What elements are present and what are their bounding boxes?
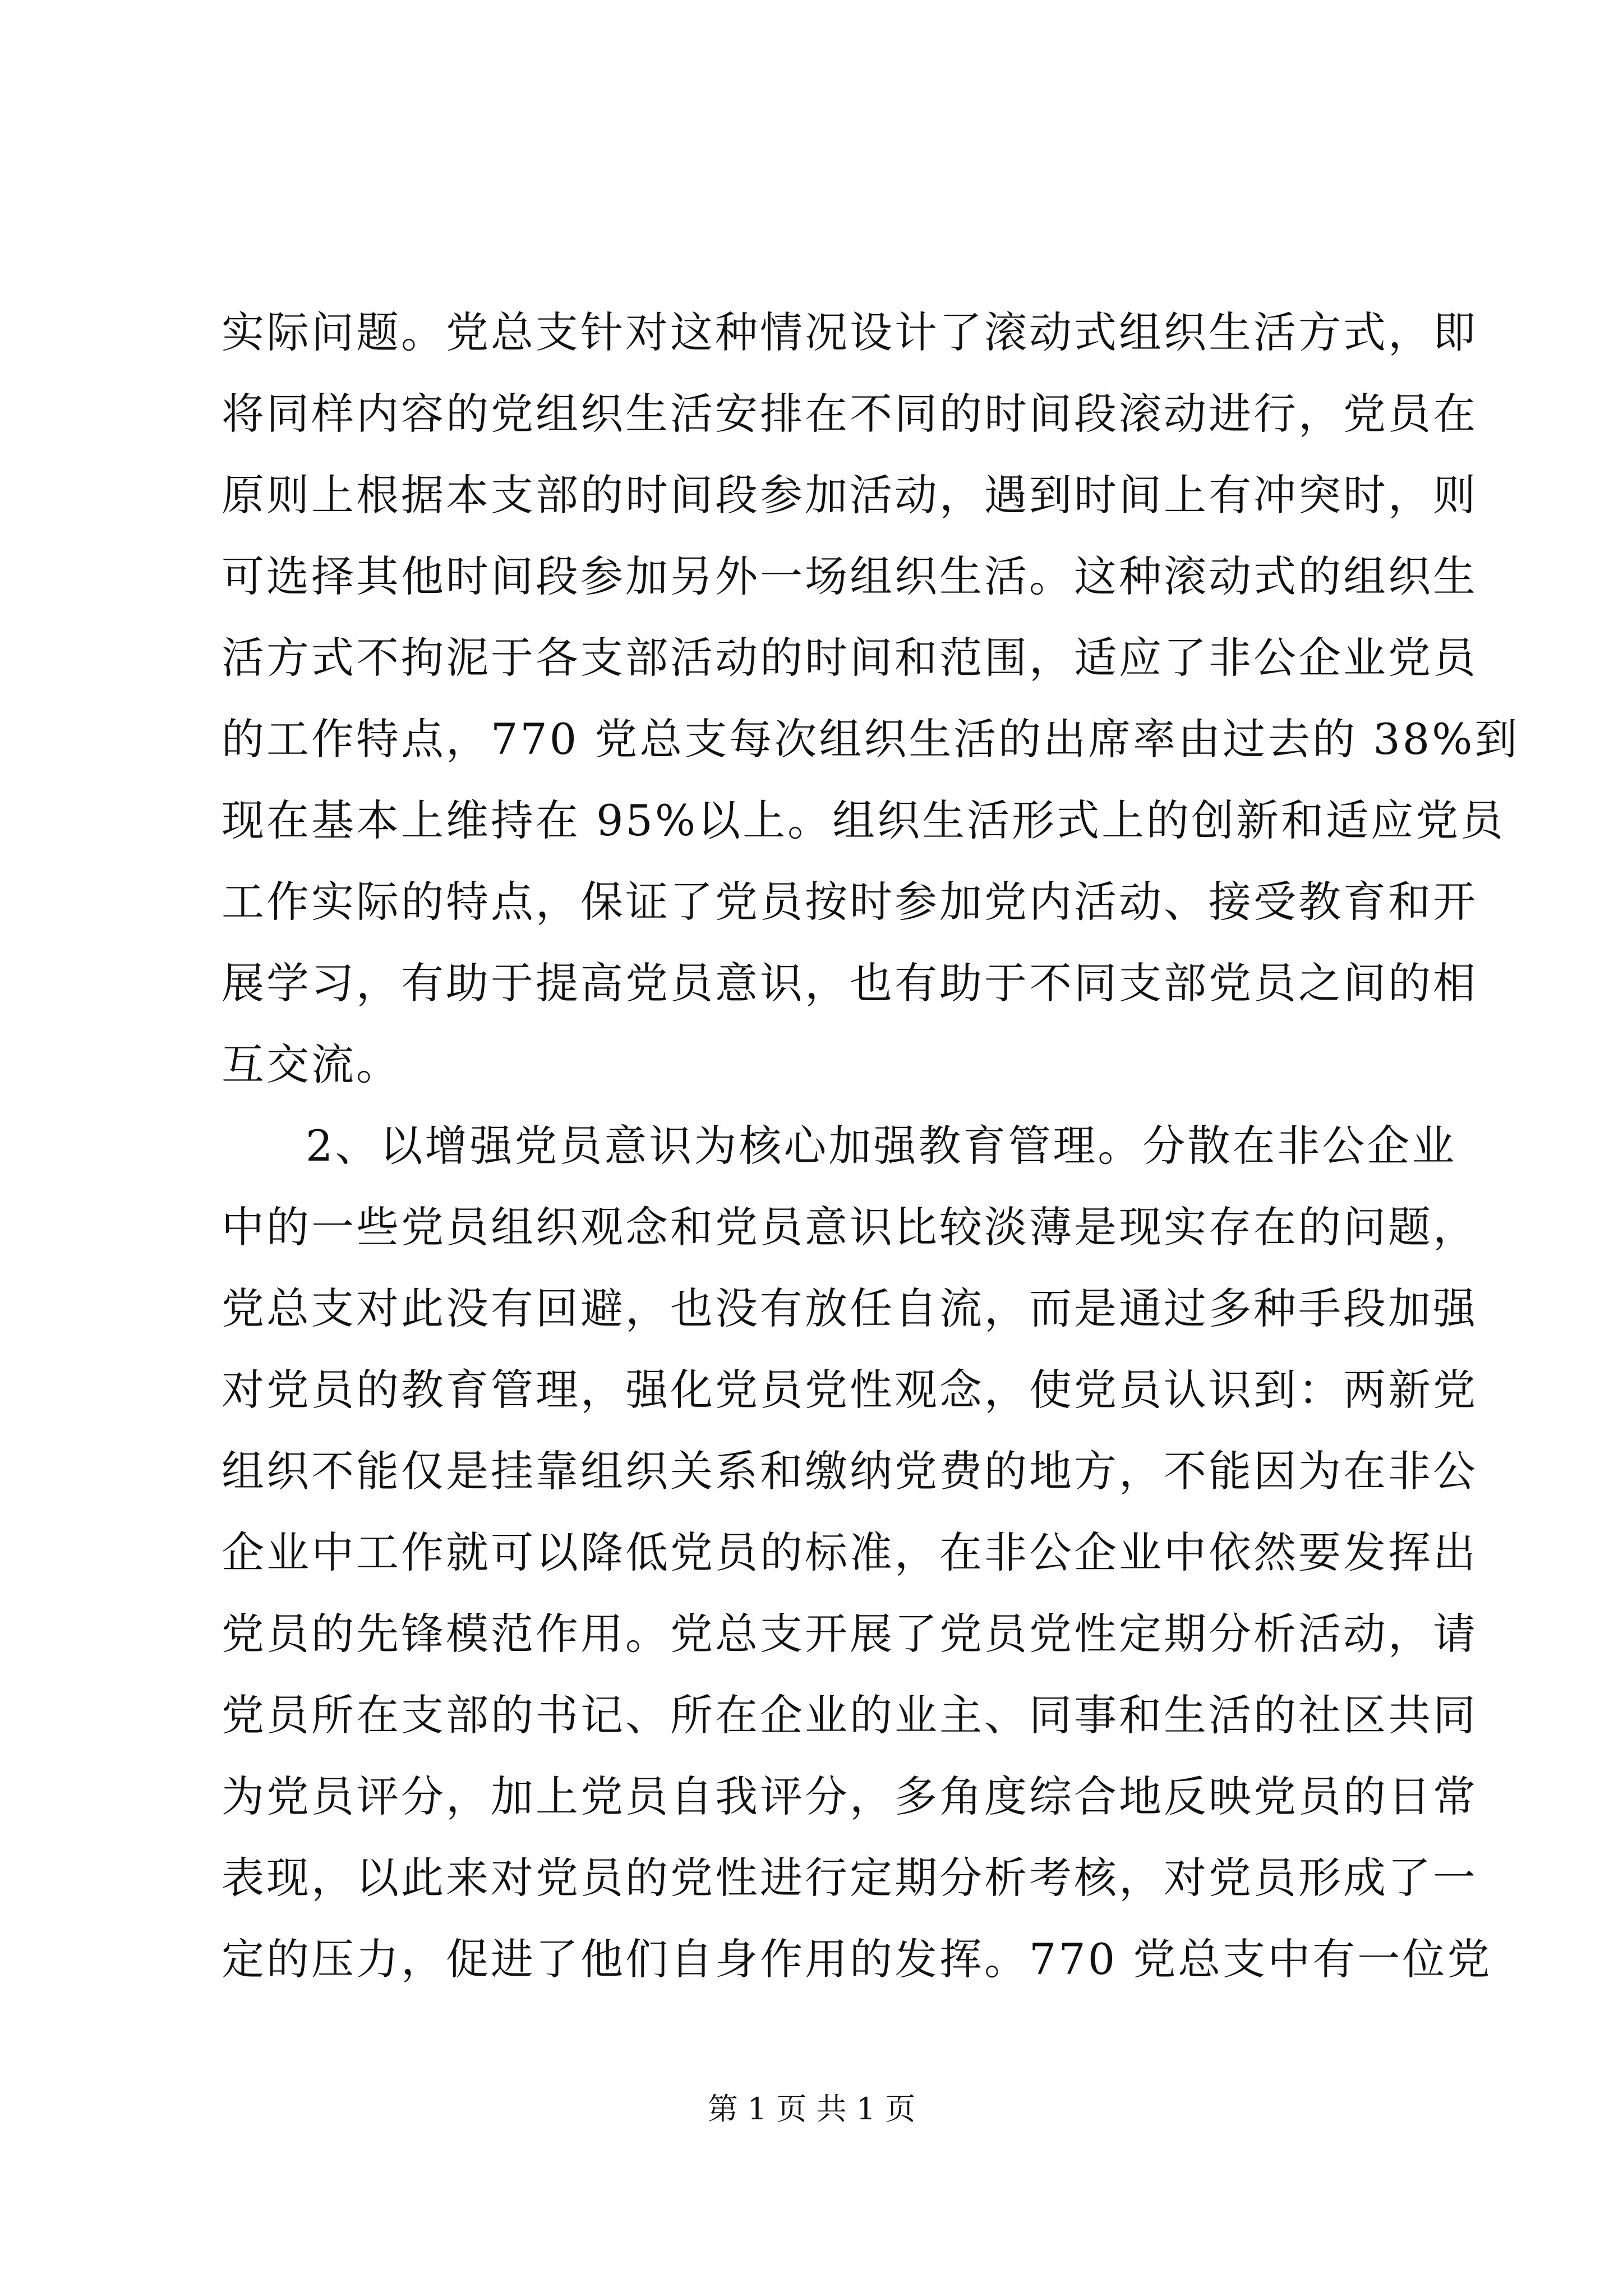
text-line: 定的压力，促进了他们自身作用的发挥。770 党总支中有一位党 xyxy=(222,1934,1492,1984)
text-line: 将同样内容的党组织生活安排在不同的时间段滚动进行，党员在 xyxy=(222,389,1478,439)
text-line: 企业中工作就可以降低党员的标准，在非公企业中依然要发挥出 xyxy=(222,1527,1478,1577)
text-line: 展学习，有助于提高党员意识，也有助于不同支部党员之间的相 xyxy=(222,958,1478,1008)
text-line: 原则上根据本支部的时间段参加活动，遇到时间上有冲突时，则 xyxy=(222,470,1478,520)
body-text xyxy=(222,292,1520,2000)
text-line: 为党员评分，加上党员自我评分，多角度综合地反映党员的日常 xyxy=(222,1772,1478,1821)
text-line: 对党员的教育管理，强化党员党性观念，使党员认识到：两新党 xyxy=(222,1365,1478,1415)
text-line: 工作实际的特点，保证了党员按时参加党内活动、接受教育和开 xyxy=(222,877,1478,927)
text-line: 组织不能仅是挂靠组织关系和缴纳党费的地方，不能因为在非公 xyxy=(222,1446,1478,1496)
text-line: 表现，以此来对党员的党性进行定期分析考核，对党员形成了一 xyxy=(222,1853,1478,1903)
text-line: 中的一些党员组织观念和党员意识比较淡薄是现实存在的问题， xyxy=(222,1202,1478,1252)
page-footer: 第 1 页 共 1 页 xyxy=(707,2091,916,2127)
paragraph-start-line: 2、以增强党员意识为核心加强教育管理。分散在非公企业 xyxy=(306,1121,1457,1171)
text-line: 党员所在支部的书记、所在企业的业主、同事和生活的社区共同 xyxy=(222,1690,1478,1740)
text-line: 活方式不拘泥于各支部活动的时间和范围，适应了非公企业党员 xyxy=(222,633,1478,683)
text-line: 互交流。 xyxy=(222,1039,401,1089)
text-line: 现在基本上维持在 95%以上。组织生活形式上的创新和适应党员 xyxy=(222,795,1506,845)
text-line: 党总支对此没有回避，也没有放任自流，而是通过多种手段加强 xyxy=(222,1283,1478,1333)
text-line: 党员的先锋模范作用。党总支开展了党员党性定期分析活动，请 xyxy=(222,1609,1478,1659)
text-line: 可选择其他时间段参加另外一场组织生活。这种滚动式的组织生 xyxy=(222,551,1478,601)
text-line: 的工作特点，770 党总支每次组织生活的出席率由过去的 38%到 xyxy=(222,714,1520,764)
text-line: 实际问题。党总支针对这种情况设计了滚动式组织生活方式，即 xyxy=(222,307,1478,357)
